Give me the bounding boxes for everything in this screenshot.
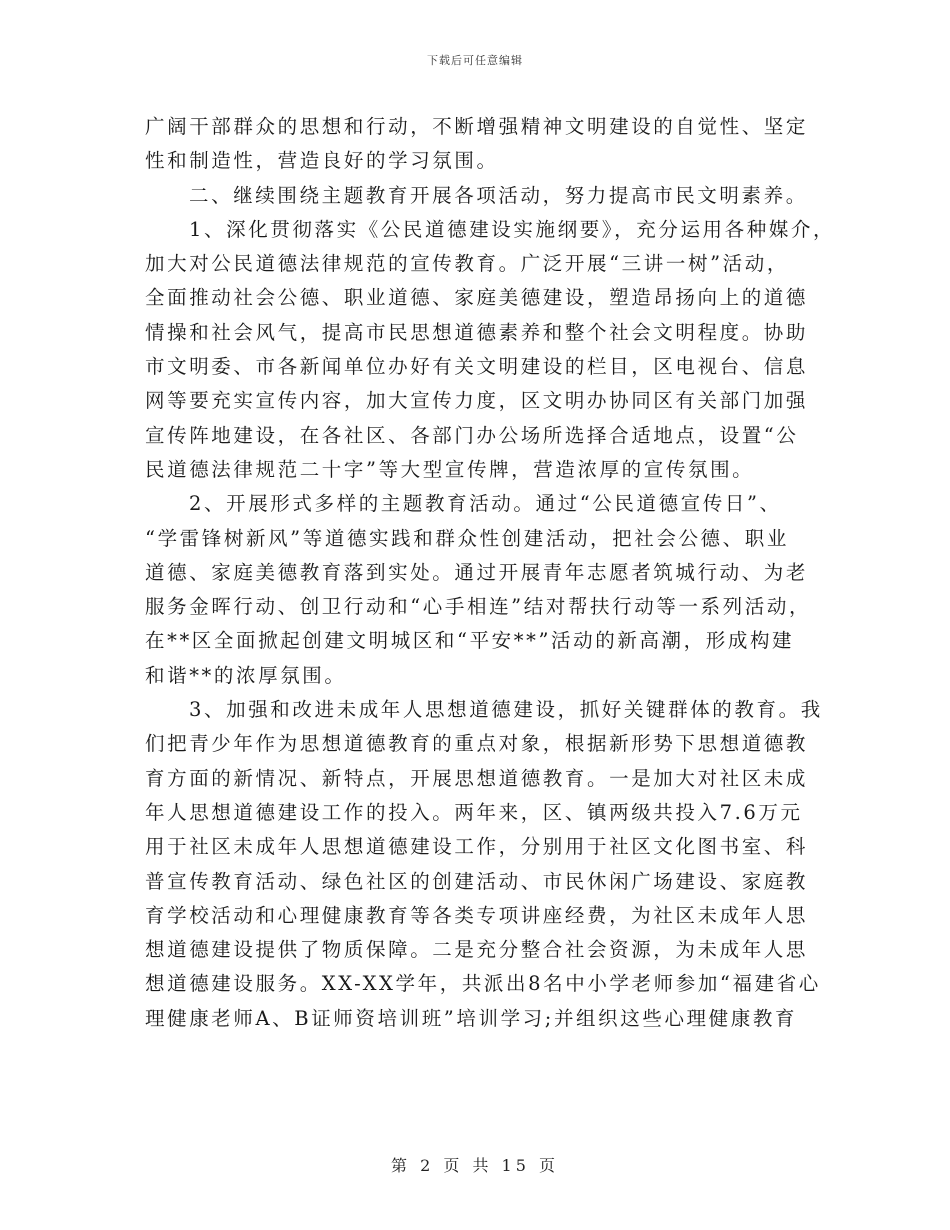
text-line: 1、深化贯彻落实《公民道德建设实施纲要》，充分运用各种媒介， bbox=[189, 217, 836, 241]
text-line: “学雷锋树新风”等道德实践和群众性创建活动，把社会公德、职业 bbox=[145, 526, 789, 550]
text-line: 宣传阵地建设，在各社区、各部门办公场所选择合适地点，设置“公 bbox=[145, 423, 799, 447]
text-line: 2、开展形式多样的主题教育活动。通过“公民道德宣传日”、 bbox=[189, 492, 782, 516]
text-line: 道德、家庭美德教育落到实处。通过开展青年志愿者筑城行动、为老 bbox=[145, 560, 809, 584]
text-line: 二、继续围绕主题教育开展各项活动，努力提高市民文明素养。 bbox=[189, 183, 808, 207]
text-line: 服务金晖行动、创卫行动和“心手相连”结对帮扶行动等一系列活动， bbox=[145, 595, 812, 619]
document-body bbox=[145, 110, 836, 1036]
text-line: 们把青少年作为思想道德教育的重点对象，根据新形势下思想道德教 bbox=[145, 732, 809, 756]
text-line: 在**区全面掀起创建文明城区和“平安**”活动的新高潮，形成构建 bbox=[145, 629, 795, 653]
text-line: 年人思想道德建设工作的投入。两年来，区、镇两级共投入7.6万元 bbox=[145, 800, 803, 824]
text-line: 全面推动社会公德、职业道德、家庭美德建设，塑造昂扬向上的道德 bbox=[145, 286, 809, 310]
text-line: 加大对公民道德法律规范的宣传教育。广泛开展“三讲一树”活动， bbox=[145, 252, 789, 276]
text-line: 广阔干部群众的思想和行动，不断增强精神文明建设的自觉性、坚定 bbox=[145, 115, 809, 138]
text-line: 育学校活动和心理健康教育等各类专项讲座经费，为社区未成年人思 bbox=[145, 903, 809, 927]
text-line: 网等要充实宣传内容，加大宣传力度，区文明办协同区有关部门加强 bbox=[145, 389, 809, 413]
text-line: 普宣传教育活动、绿色社区的创建活动、市民休闲广场建设、家庭教 bbox=[145, 869, 809, 893]
text-line: 用于社区未成年人思想道德建设工作，分别用于社区文化图书室、科 bbox=[145, 835, 809, 859]
text-line: 情操和社会风气，提高市民思想道德素养和整个社会文明程度。协助 bbox=[145, 320, 809, 344]
text-line: 3、加强和改进未成年人思想道德建设，抓好关键群体的教育。我 bbox=[189, 698, 823, 722]
text-line: 民道德法律规范二十字”等大型宣传牌，营造浓厚的宣传氛围。 bbox=[145, 457, 755, 481]
text-line: 想道德建设服务。XX-XX学年，共派出8名中小学老师参加“福建省心 bbox=[145, 972, 821, 996]
text-line: 和谐**的浓厚氛围。 bbox=[145, 663, 347, 687]
page-footer: 第 2 页 共 15 页 bbox=[391, 1156, 559, 1175]
text-line: 市文明委、市各新闻单位办好有关文明建设的栏目，区电视台、信息 bbox=[145, 355, 809, 379]
text-line: 理健康老师A、B证师资培训班”培训学习;并组织这些心理健康教育 bbox=[145, 1006, 798, 1030]
page-header: 下载后可任意编辑 bbox=[427, 54, 523, 67]
text-line: 性和制造性，营造良好的学习氛围。 bbox=[145, 149, 499, 173]
text-line: 想道德建设提供了物质保障。二是充分整合社会资源，为未成年人思 bbox=[145, 938, 809, 962]
text-line: 育方面的新情况、新特点，开展思想道德教育。一是加大对社区未成 bbox=[145, 766, 809, 790]
